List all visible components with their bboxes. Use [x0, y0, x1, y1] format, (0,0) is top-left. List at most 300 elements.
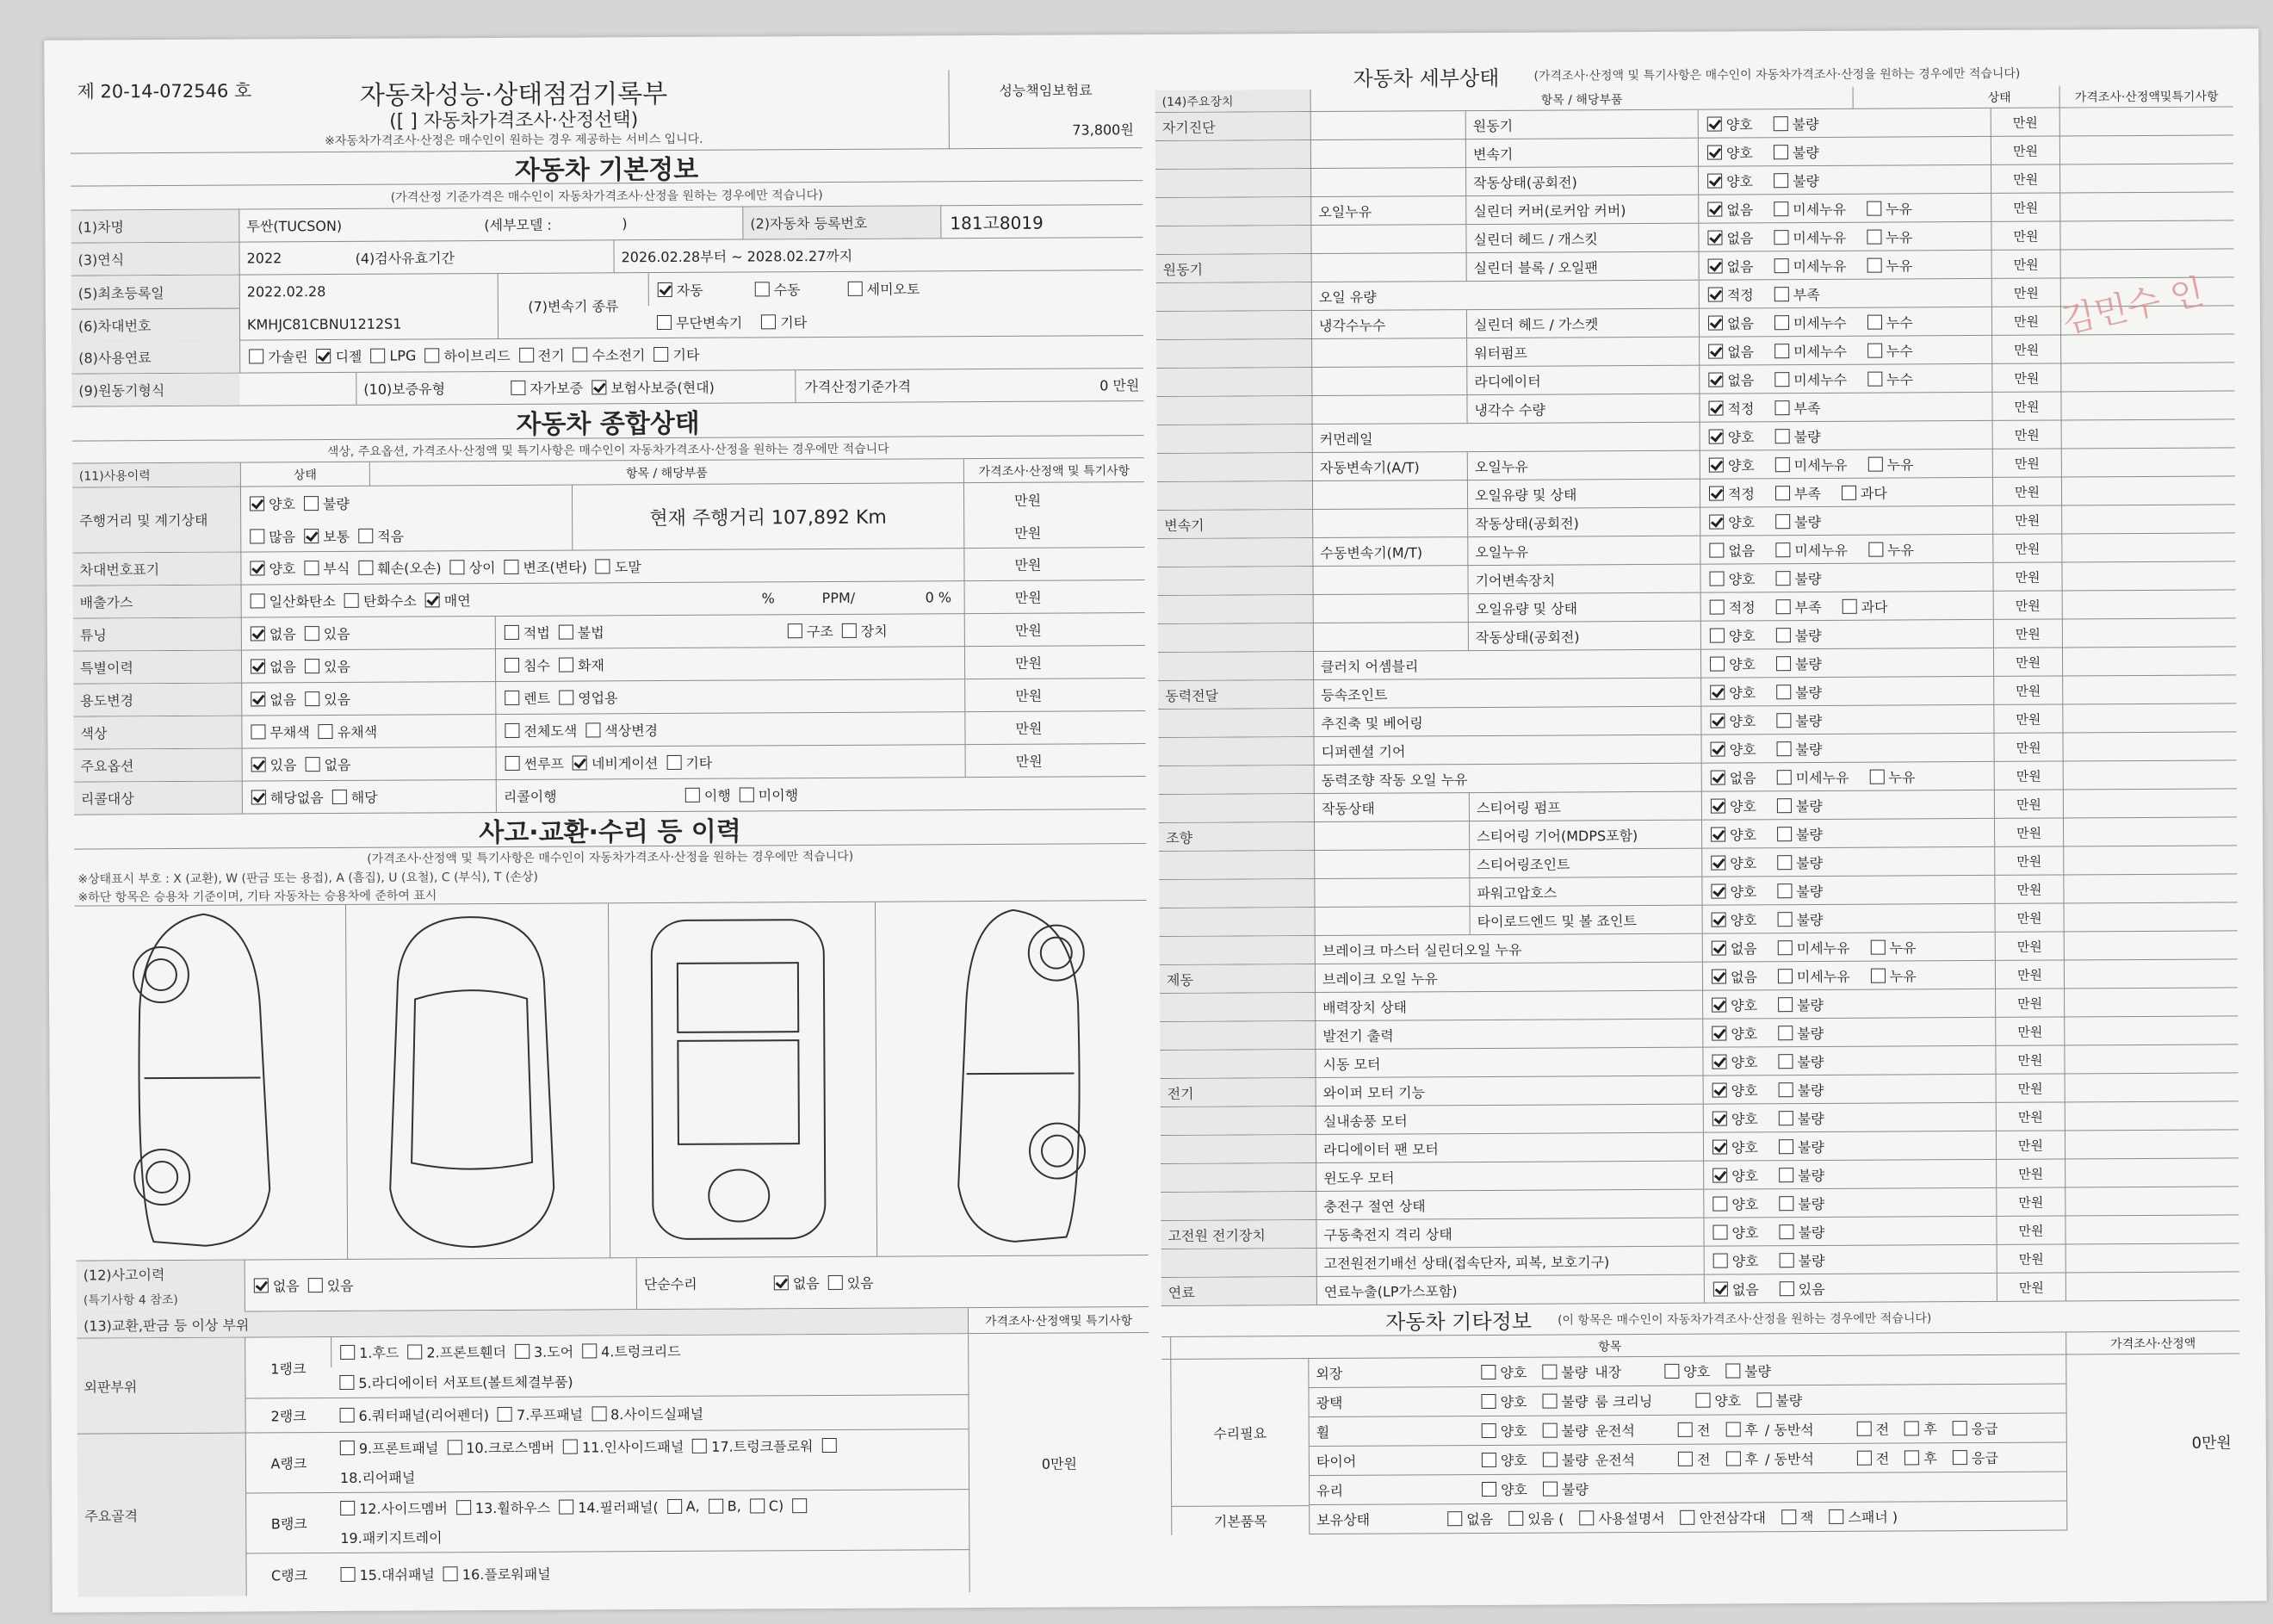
detail-category: [1159, 879, 1314, 908]
special-fire-check[interactable]: [559, 658, 573, 673]
options-yes-check[interactable]: [251, 757, 266, 772]
fuel-hybrid-check[interactable]: [424, 348, 439, 363]
usage-yes-check[interactable]: [305, 691, 319, 706]
status-check[interactable]: [1775, 486, 1790, 500]
status-check[interactable]: [1777, 855, 1792, 870]
plate-rust-check[interactable]: [304, 561, 319, 575]
tuning-device-check[interactable]: [842, 623, 857, 638]
detail-category: [1158, 623, 1313, 652]
status-check[interactable]: [1712, 1082, 1727, 1097]
usage-type: 렌트 영업용: [495, 681, 617, 714]
detail-status: [1700, 421, 1992, 450]
usage-none-check[interactable]: [251, 691, 265, 706]
tuning-struct-check[interactable]: [788, 623, 802, 638]
status-check[interactable]: [1708, 400, 1723, 415]
plate-damage-check[interactable]: [358, 561, 373, 575]
status-check[interactable]: [1867, 201, 1881, 215]
pillar-b-check[interactable]: [709, 1498, 723, 1513]
warranty-insurer-check[interactable]: [591, 380, 606, 394]
other-row: [1309, 1442, 2066, 1476]
status-check[interactable]: [1776, 656, 1791, 671]
rankB-row1: 12.사이드멤버 13.휠하우스 14.필러패널( A, B, C): [331, 1489, 969, 1522]
status-check[interactable]: [1779, 1224, 1793, 1239]
other-check[interactable]: [1481, 1365, 1496, 1379]
status-check[interactable]: [1710, 628, 1725, 642]
detail-category: [1158, 709, 1313, 737]
status-check[interactable]: [1868, 456, 1883, 471]
other-option: 불량: [1561, 1452, 1589, 1469]
other-check[interactable]: [1543, 1453, 1558, 1467]
row-color: 색상 무채색 유채색 전체도색 색상변경 만원: [73, 711, 1145, 750]
status-check[interactable]: [1708, 315, 1723, 330]
status-check[interactable]: [1707, 201, 1722, 216]
other-check[interactable]: [1579, 1510, 1594, 1525]
status-label: 있음: [1798, 1280, 1825, 1298]
status-check[interactable]: [1780, 1253, 1794, 1268]
status-check[interactable]: [1776, 599, 1791, 614]
status-label: 과다: [1861, 598, 1888, 616]
other-check[interactable]: [1904, 1450, 1919, 1465]
status-label: 불량: [1796, 854, 1824, 871]
detail-note: [2061, 505, 2235, 533]
status-check[interactable]: [1867, 257, 1881, 272]
repair-yes-check[interactable]: [828, 1275, 843, 1290]
status-check[interactable]: [1712, 1196, 1727, 1211]
status-check[interactable]: [1776, 713, 1791, 728]
detail-subcategory: [1310, 225, 1465, 253]
status-check[interactable]: [1777, 912, 1792, 927]
status-check[interactable]: [1708, 258, 1723, 273]
status-check[interactable]: [1775, 542, 1790, 557]
other-check[interactable]: [1695, 1393, 1710, 1408]
inside-panel-check[interactable]: [563, 1439, 578, 1454]
status-check[interactable]: [1775, 514, 1790, 529]
status-check[interactable]: [1778, 1026, 1793, 1040]
status-check[interactable]: [1713, 1281, 1728, 1296]
status-check[interactable]: [1708, 372, 1723, 387]
fuel-lpg-check[interactable]: [370, 349, 385, 363]
status-check[interactable]: [1777, 798, 1792, 813]
mileage-high-check[interactable]: [250, 529, 264, 543]
other-check[interactable]: [1953, 1450, 1967, 1465]
detail-status: [1698, 137, 1991, 166]
other-row: [1308, 1384, 2066, 1417]
other-check[interactable]: [1543, 1423, 1558, 1438]
status-check[interactable]: [1709, 429, 1724, 443]
status-check[interactable]: [1709, 514, 1724, 529]
detail-item: 라디에이터: [1466, 366, 1699, 394]
detail-subcategory: [1312, 566, 1467, 594]
status-check[interactable]: [1777, 827, 1792, 841]
status-check[interactable]: [1776, 741, 1791, 756]
other-check[interactable]: [1953, 1421, 1967, 1435]
status-check[interactable]: [1707, 173, 1722, 188]
floor-panel-check[interactable]: [443, 1566, 458, 1581]
rear-panel-check[interactable]: [821, 1437, 836, 1452]
status-label: 양호: [1726, 172, 1754, 190]
other-check[interactable]: [1481, 1394, 1496, 1409]
fuel-gasoline-check[interactable]: [249, 349, 263, 363]
status-check[interactable]: [1774, 344, 1789, 358]
detail-category: 조향: [1159, 822, 1314, 851]
trans-auto-check[interactable]: [658, 282, 672, 296]
status-check[interactable]: [1778, 1054, 1793, 1069]
status-label: 미세누유: [1795, 769, 1849, 786]
status-check[interactable]: [1778, 940, 1793, 955]
detail-category: [1155, 140, 1310, 169]
trans-etc-check[interactable]: [761, 314, 776, 329]
row-special: 특별이력 없음 있음 침수 화재 만원: [73, 646, 1145, 685]
detail-category: [1156, 368, 1311, 396]
status-check[interactable]: [1774, 201, 1788, 216]
trunk-floor-check[interactable]: [692, 1438, 707, 1453]
mileage-good-check[interactable]: [250, 496, 264, 511]
status-check[interactable]: [1779, 1168, 1793, 1182]
row-usage: 용도변경 없음 있음 렌트 영업용 만원: [73, 679, 1145, 717]
status-label: 없음: [1729, 769, 1756, 787]
recall-notdone-check[interactable]: [740, 787, 754, 802]
other-check[interactable]: [1857, 1422, 1872, 1436]
detail-item: 동력조향 작동 오일 누유: [1314, 764, 1701, 793]
status-check[interactable]: [1712, 1111, 1727, 1125]
emission-hc-check[interactable]: [344, 593, 359, 608]
status-check[interactable]: [1711, 770, 1725, 784]
status-check[interactable]: [1774, 230, 1788, 245]
status-check[interactable]: [1711, 827, 1725, 841]
detail-status: [1698, 108, 1991, 138]
doc-subtitle: ([ ] 자동차가격조사·산정선택): [389, 108, 639, 133]
fuel-etc-check[interactable]: [653, 347, 668, 362]
status-check[interactable]: [1774, 372, 1789, 387]
detail-subcategory: [1314, 878, 1469, 907]
fuel-ev-check[interactable]: [519, 348, 534, 363]
cross-member-check[interactable]: [447, 1440, 461, 1454]
detail-status: [1700, 648, 1993, 678]
other-option: 전: [1696, 1422, 1711, 1439]
status-check[interactable]: [1707, 145, 1722, 159]
detail-item: 추진축 및 베어링: [1313, 707, 1700, 736]
other-check[interactable]: [1829, 1509, 1843, 1524]
status-check[interactable]: [1777, 770, 1792, 784]
status-check[interactable]: [1775, 571, 1790, 586]
detail-unit: 만원: [1996, 1074, 2065, 1101]
status-check[interactable]: [1779, 1111, 1793, 1125]
status-label: 양호: [1731, 1167, 1759, 1185]
other-check[interactable]: [1482, 1423, 1496, 1438]
detail-rows: [1155, 107, 2239, 1306]
detail-status: [1701, 876, 1994, 905]
status-check[interactable]: [1710, 713, 1725, 728]
detail-category: [1160, 1021, 1315, 1050]
status-check[interactable]: [1712, 1139, 1727, 1154]
other-check[interactable]: [1781, 1509, 1796, 1524]
other-check[interactable]: [1857, 1451, 1872, 1466]
detail-category: [1160, 1050, 1315, 1078]
status-check[interactable]: [1710, 685, 1725, 699]
recall-done: 이행 미이행: [677, 778, 798, 811]
other-option: 양호: [1500, 1452, 1527, 1469]
detail-status: [1698, 194, 1991, 223]
status-check[interactable]: [1709, 457, 1724, 472]
tuning-illegal-check[interactable]: [559, 625, 573, 640]
tuning-state: 없음 있음: [241, 617, 350, 650]
usage-state: 없음 있음: [241, 683, 350, 716]
special-yes-check[interactable]: [305, 659, 319, 673]
other-row-content: [1309, 1502, 1904, 1534]
status-check[interactable]: [1774, 258, 1789, 273]
emission-value: 0 %: [925, 589, 952, 606]
vin-value: KMHJC81CBNU1212S1: [239, 307, 402, 341]
pillar-c-check[interactable]: [750, 1498, 765, 1513]
status-check[interactable]: [1779, 1082, 1793, 1097]
mileage-low-check[interactable]: [358, 528, 373, 542]
detail-item: 충전구 절연 상태: [1316, 1190, 1703, 1219]
other-check[interactable]: [1756, 1392, 1771, 1407]
status-check[interactable]: [1708, 344, 1723, 358]
status-label: 없음: [1726, 314, 1754, 332]
detail-unit: 만원: [1996, 1131, 2065, 1158]
other-check[interactable]: [1482, 1453, 1496, 1467]
status-check[interactable]: [1871, 968, 1886, 982]
status-check[interactable]: [1778, 969, 1793, 983]
status-check[interactable]: [1778, 997, 1793, 1012]
other-check[interactable]: [1664, 1364, 1679, 1379]
plate-altered-check[interactable]: [504, 560, 518, 574]
status-check[interactable]: [1842, 485, 1856, 499]
status-check[interactable]: [1710, 599, 1725, 614]
plate-painted-check[interactable]: [596, 559, 610, 573]
other-check[interactable]: [1725, 1363, 1740, 1378]
status-check[interactable]: [1712, 1224, 1727, 1239]
status-check[interactable]: [1707, 230, 1722, 245]
status-check[interactable]: [1774, 400, 1789, 415]
recall-yes-check[interactable]: [332, 790, 347, 804]
status-check[interactable]: [1712, 997, 1726, 1012]
status-check[interactable]: [1868, 542, 1883, 556]
sunroof-check[interactable]: [505, 756, 520, 771]
status-check[interactable]: [1712, 1168, 1727, 1182]
status-check[interactable]: [1712, 969, 1726, 983]
detail-status: [1700, 449, 1992, 479]
trans-cvt-check[interactable]: [657, 314, 672, 329]
recall-none-check[interactable]: [251, 790, 266, 804]
warranty-self-check[interactable]: [511, 381, 525, 395]
special-none-check[interactable]: [251, 659, 265, 673]
fuel-hydrogen-check[interactable]: [573, 347, 588, 362]
pillar-a-check[interactable]: [667, 1498, 682, 1513]
status-check[interactable]: [1711, 798, 1725, 813]
status-check[interactable]: [1710, 656, 1725, 671]
tuning-none-check[interactable]: [251, 626, 265, 641]
status-check[interactable]: [1867, 371, 1882, 386]
other-check[interactable]: [1726, 1451, 1741, 1466]
status-check[interactable]: [1709, 571, 1724, 586]
other-check[interactable]: [1482, 1482, 1496, 1497]
repair-none-check[interactable]: [774, 1275, 789, 1290]
side-member-check[interactable]: [340, 1500, 355, 1515]
status-label: 부족: [1793, 286, 1820, 303]
emission-co-check[interactable]: [251, 593, 265, 608]
car-diagram-svg: [75, 901, 1149, 1261]
tuning-yes-check[interactable]: [305, 626, 319, 641]
mileage-normal-check[interactable]: [304, 529, 319, 543]
other-check[interactable]: [1904, 1421, 1919, 1435]
hood-check[interactable]: [340, 1345, 355, 1360]
side-sill-check[interactable]: [591, 1406, 606, 1421]
other-check[interactable]: [1543, 1482, 1558, 1497]
detail-category: [1160, 993, 1315, 1021]
other-check[interactable]: [1542, 1365, 1557, 1379]
color-chromatic-check[interactable]: [319, 724, 333, 739]
status-check[interactable]: [1869, 769, 1884, 784]
other-label: 휠: [1316, 1423, 1330, 1441]
color-achromatic-check[interactable]: [251, 724, 265, 739]
status-check[interactable]: [1870, 939, 1885, 954]
status-check[interactable]: [1708, 287, 1723, 301]
status-label: 미세누수: [1793, 343, 1847, 360]
other-check[interactable]: [1447, 1511, 1462, 1526]
accident-note: (가격조사·산정액 및 특기사항은 매수인이 자동차가격조사·산정을 원하는 경우에만 적습니다): [367, 849, 854, 866]
status-check[interactable]: [1775, 457, 1790, 472]
detail-unit: 만원: [1994, 875, 2063, 902]
wheel-house-check[interactable]: [456, 1500, 471, 1515]
status-check[interactable]: [1779, 1196, 1793, 1211]
insurance-label: 성능책임보험료: [948, 69, 1142, 109]
row-year: (3)연식 2022 (4)검사유효기간 2026.02.28부터 ~ 2028.02.27까지: [71, 238, 1143, 276]
package-tray-check[interactable]: [792, 1498, 807, 1513]
options-etc-check[interactable]: [666, 755, 681, 770]
other-label: 유리: [1316, 1482, 1344, 1500]
mileage-text: 현재 주행거리 107,892 Km: [572, 483, 963, 549]
status-check[interactable]: [1709, 486, 1724, 500]
trans-manual-check[interactable]: [755, 282, 770, 296]
other-option: 불량: [1775, 1392, 1803, 1410]
insurance-fee: 73,800원: [949, 108, 1143, 149]
plate-good-check[interactable]: [250, 561, 264, 575]
options-no-check[interactable]: [306, 757, 320, 772]
usage-business-check[interactable]: [559, 691, 573, 705]
recall-done-check[interactable]: [685, 788, 700, 803]
status-check[interactable]: [1780, 1281, 1794, 1296]
status-check[interactable]: [1712, 1026, 1726, 1040]
detail-subcategory: [1312, 509, 1467, 537]
other-check[interactable]: [1678, 1452, 1693, 1466]
other-check[interactable]: [1542, 1394, 1557, 1409]
mileage-state: 양호 불량: [240, 487, 350, 520]
detail-status: [1700, 535, 1992, 564]
status-check[interactable]: [1713, 1253, 1728, 1268]
status-check[interactable]: [1775, 429, 1790, 443]
status-check[interactable]: [1712, 940, 1726, 955]
detail-status: [1700, 705, 1993, 735]
status-check[interactable]: [1712, 1054, 1726, 1069]
history-none-check[interactable]: [254, 1278, 269, 1292]
trunklid-check[interactable]: [582, 1343, 597, 1358]
status-check[interactable]: [1774, 145, 1788, 159]
status-check[interactable]: [1867, 343, 1882, 357]
status-check[interactable]: [1712, 912, 1726, 927]
status-check[interactable]: [1774, 116, 1788, 131]
other-table: 수리필요 기본품목 외장 양호 불량 내장 양호 불량 광택 양호 불량 룸 크리닝 양호 불량 휠 양호 불량 운전석 전 후 / 동반석 전 후 응급 타이어 양호 불량 운전석 전 후 / 동반석 전 후 응급 유리 양호 불량 보유상태 없음 있음 ( 사용설명서 안전삼각대 잭 스패너 ) 0만원: [1161, 1354, 2240, 1535]
other-option: 응급: [1971, 1449, 1998, 1467]
status-check[interactable]: [1867, 314, 1882, 329]
status-check[interactable]: [1776, 628, 1791, 642]
fender-check[interactable]: [407, 1344, 422, 1359]
special-flood-check[interactable]: [505, 658, 519, 673]
other-option: 불량: [1743, 1363, 1772, 1380]
status-check[interactable]: [1709, 542, 1724, 557]
other-option: 불량: [1561, 1393, 1589, 1410]
fuel-diesel-check[interactable]: [316, 349, 331, 363]
plate-diff-check[interactable]: [450, 560, 465, 574]
detail-item: 오일누유: [1467, 536, 1700, 565]
status-check[interactable]: [1711, 883, 1725, 898]
history-options: 없음 있음: [245, 1260, 354, 1311]
status-check[interactable]: [1711, 741, 1725, 756]
status-label: 양호: [1730, 883, 1757, 901]
other-option: 응급: [1971, 1420, 1998, 1438]
status-check[interactable]: [1711, 855, 1725, 870]
status-check[interactable]: [1774, 173, 1788, 188]
status-check[interactable]: [1843, 598, 1857, 613]
detail-note: [2063, 846, 2237, 874]
other-heading: 자동차 기타정보 (이 항목은 매수인이 자동차가격조사·산정을 원하는 경우에만 적습니다): [1161, 1300, 2239, 1337]
detail-unit: 만원: [1996, 1159, 2065, 1187]
dash-panel-check[interactable]: [341, 1567, 356, 1582]
detail-category: 고전원 전기장치: [1161, 1220, 1316, 1249]
front-panel-check[interactable]: [340, 1440, 355, 1454]
status-check[interactable]: [1867, 229, 1881, 244]
detail-item: 구동축전지 격리 상태: [1316, 1218, 1703, 1248]
other-label: / 동반석: [1765, 1451, 1814, 1468]
detail-note: [2064, 959, 2238, 988]
pillar-panel-check[interactable]: [559, 1499, 573, 1514]
detail-unit: 만원: [1993, 648, 2062, 675]
history-yes-check[interactable]: [308, 1278, 323, 1292]
quarter-panel-check[interactable]: [340, 1408, 355, 1423]
other-check[interactable]: [1681, 1510, 1695, 1525]
navigation-check[interactable]: [573, 755, 587, 770]
door-check[interactable]: [515, 1344, 530, 1359]
other-option: 양호: [1500, 1393, 1527, 1410]
emission-smoke-check[interactable]: [425, 592, 440, 607]
detail-note: [2060, 249, 2234, 277]
status-label: 미세누유: [1796, 939, 1850, 957]
detail-subcategory: [1310, 111, 1465, 139]
color-change-check[interactable]: [585, 722, 600, 737]
trans-semi-check[interactable]: [848, 281, 863, 295]
status-check[interactable]: [1707, 116, 1722, 131]
usage-rent-check[interactable]: [505, 691, 519, 705]
detail-category: [1156, 311, 1311, 339]
other-check[interactable]: [1508, 1511, 1523, 1526]
status-check[interactable]: [1779, 1139, 1793, 1154]
status-check[interactable]: [1776, 685, 1791, 699]
status-check[interactable]: [1774, 315, 1789, 330]
detail-category: [1157, 425, 1312, 453]
other-check[interactable]: [1678, 1423, 1693, 1437]
status-check[interactable]: [1777, 883, 1792, 898]
status-check[interactable]: [1774, 287, 1789, 301]
other-check[interactable]: [1725, 1422, 1740, 1436]
roof-panel-check[interactable]: [498, 1407, 512, 1422]
mileage-bad-check[interactable]: [304, 496, 319, 511]
radiator-support-check[interactable]: [339, 1375, 354, 1390]
color-full-check[interactable]: [505, 723, 519, 738]
overall-note: 색상, 주요옵션, 가격조사·산정액 및 특기사항은 매수인이 자동차가격조사·산정을 원하는 경우에만 적습니다: [72, 436, 1144, 464]
tuning-legal-check[interactable]: [505, 625, 519, 640]
accident-legend2: ※하단 항목은 승용차 기준이며, 기타 자동차는 승용차에 준하여 표시: [74, 882, 1146, 907]
